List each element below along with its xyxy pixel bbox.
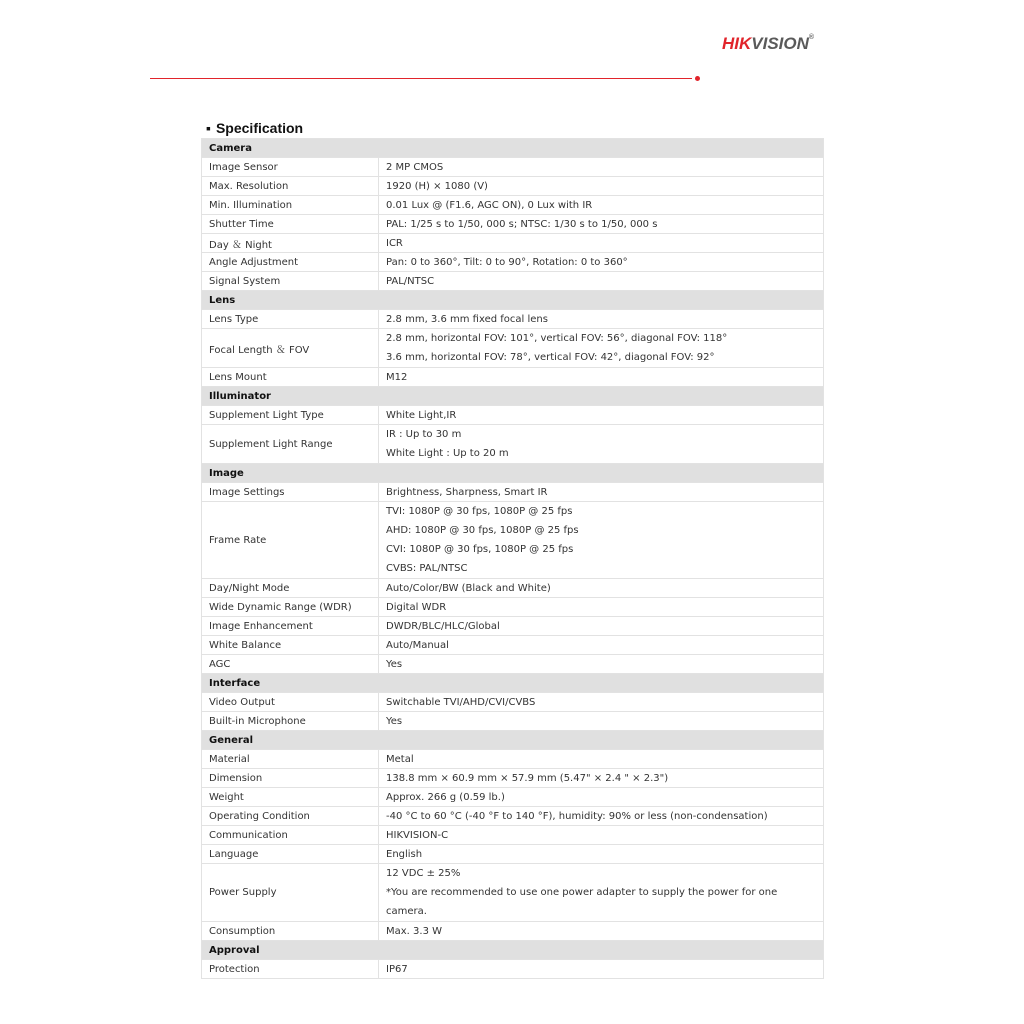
header-divider xyxy=(150,78,692,79)
spec-value: M12 xyxy=(379,368,824,387)
table-row xyxy=(202,329,824,368)
spec-value: Max. 3.3 W xyxy=(379,922,824,941)
spec-value: Yes xyxy=(379,712,824,731)
spec-value: HIKVISION-C xyxy=(379,826,824,845)
table-row xyxy=(202,960,824,979)
table-row xyxy=(202,502,824,579)
spec-label: Image Enhancement xyxy=(202,617,379,636)
spec-value: IP67 xyxy=(379,960,824,979)
spec-label: Video Output xyxy=(202,693,379,712)
spec-value: Approx. 266 g (0.59 lb.) xyxy=(379,788,824,807)
spec-label: Lens Type xyxy=(202,310,379,329)
table-row xyxy=(202,598,824,617)
spec-label: Max. Resolution xyxy=(202,177,379,196)
spec-value: 0.01 Lux @ (F1.6, AGC ON), 0 Lux with IR xyxy=(379,196,824,215)
spec-label: Min. Illumination xyxy=(202,196,379,215)
spec-value: Auto/Manual xyxy=(379,636,824,655)
table-row xyxy=(202,788,824,807)
spec-label: Supplement Light Type xyxy=(202,406,379,425)
spec-label: Communication xyxy=(202,826,379,845)
table-row xyxy=(202,845,824,864)
spec-label: AGC xyxy=(202,655,379,674)
spec-value: DWDR/BLC/HLC/Global xyxy=(379,617,824,636)
spec-label: Supplement Light Range xyxy=(202,425,379,464)
spec-label: Lens Mount xyxy=(202,368,379,387)
table-row xyxy=(202,196,824,215)
spec-value: ICR xyxy=(379,234,824,253)
section-header-camera: Camera xyxy=(202,139,824,158)
spec-value: Auto/Color/BW (Black and White) xyxy=(379,579,824,598)
table-row xyxy=(202,655,824,674)
section-header-general: General xyxy=(202,731,824,750)
spec-label: Power Supply xyxy=(202,864,379,922)
spec-label: Language xyxy=(202,845,379,864)
brand-logo: HIKVISION® xyxy=(722,34,815,53)
spec-value: Brightness, Sharpness, Smart IR xyxy=(379,483,824,502)
table-row xyxy=(202,636,824,655)
table-row xyxy=(202,368,824,387)
table-row xyxy=(202,922,824,941)
spec-label: Dimension xyxy=(202,769,379,788)
table-row xyxy=(202,406,824,425)
spec-value: 2.8 mm, horizontal FOV: 101°, vertical FOV: 56°, diagonal FOV: 118° 3.6 mm, horizontal FOV: 78°, vertical FOV: 42°, diagonal FOV: 92° xyxy=(379,329,824,368)
spec-label: Material xyxy=(202,750,379,769)
spec-label: Consumption xyxy=(202,922,379,941)
spec-value: English xyxy=(379,845,824,864)
spec-value: 1920 (H) × 1080 (V) xyxy=(379,177,824,196)
spec-value: Yes xyxy=(379,655,824,674)
spec-value: 138.8 mm × 60.9 mm × 57.9 mm (5.47" × 2.4 " × 2.3") xyxy=(379,769,824,788)
spec-value: Switchable TVI/AHD/CVI/CVBS xyxy=(379,693,824,712)
spec-value: -40 °C to 60 °C (-40 °F to 140 °F), humidity: 90% or less (non-condensation) xyxy=(379,807,824,826)
spec-label: Wide Dynamic Range (WDR) xyxy=(202,598,379,617)
spec-label: Protection xyxy=(202,960,379,979)
table-row xyxy=(202,750,824,769)
spec-value: Pan: 0 to 360°, Tilt: 0 to 90°, Rotation: 0 to 360° xyxy=(379,253,824,272)
table-row xyxy=(202,177,824,196)
table-row xyxy=(202,234,824,253)
section-header-interface: Interface xyxy=(202,674,824,693)
spec-value: IR : Up to 30 m White Light : Up to 20 m xyxy=(379,425,824,464)
table-row xyxy=(202,769,824,788)
table-row xyxy=(202,693,824,712)
table-row xyxy=(202,483,824,502)
spec-label: Frame Rate xyxy=(202,502,379,579)
spec-value: Metal xyxy=(379,750,824,769)
table-row xyxy=(202,617,824,636)
spec-label: Operating Condition xyxy=(202,807,379,826)
table-row xyxy=(202,272,824,291)
table-row xyxy=(202,579,824,598)
table-row xyxy=(202,253,824,272)
spec-label: Angle Adjustment xyxy=(202,253,379,272)
spec-label: Image Sensor xyxy=(202,158,379,177)
table-row xyxy=(202,215,824,234)
spec-label: Image Settings xyxy=(202,483,379,502)
spec-value: PAL/NTSC xyxy=(379,272,824,291)
specification-table xyxy=(201,138,824,979)
spec-label: White Balance xyxy=(202,636,379,655)
section-header-approval: Approval xyxy=(202,941,824,960)
table-row xyxy=(202,158,824,177)
spec-value: TVI: 1080P @ 30 fps, 1080P @ 25 fps AHD: 1080P @ 30 fps, 1080P @ 25 fps CVI: 1080P @ 30 fps, 1080P @ 25 fps CVBS: PAL/NTSC xyxy=(379,502,824,579)
spec-label: Day ＆ Night xyxy=(202,234,379,253)
header-divider-dot xyxy=(695,76,700,81)
spec-label: Built-in Microphone xyxy=(202,712,379,731)
section-header-illuminator: Illuminator xyxy=(202,387,824,406)
table-row xyxy=(202,425,824,464)
spec-label: Weight xyxy=(202,788,379,807)
spec-value: Digital WDR xyxy=(379,598,824,617)
spec-value: PAL: 1/25 s to 1/50, 000 s; NTSC: 1/30 s to 1/50, 000 s xyxy=(379,215,824,234)
table-row xyxy=(202,826,824,845)
table-row xyxy=(202,310,824,329)
spec-value: 12 VDC ± 25% *You are recommended to use one power adapter to supply the power for one camera. xyxy=(379,864,824,922)
section-header-lens: Lens xyxy=(202,291,824,310)
spec-label: Focal Length ＆ FOV xyxy=(202,329,379,368)
spec-label: Signal System xyxy=(202,272,379,291)
table-row xyxy=(202,712,824,731)
spec-value: White Light,IR xyxy=(379,406,824,425)
table-row xyxy=(202,807,824,826)
page-title: ▪ Specification xyxy=(206,120,304,136)
spec-label: Shutter Time xyxy=(202,215,379,234)
table-row xyxy=(202,864,824,922)
spec-value: 2.8 mm, 3.6 mm fixed focal lens xyxy=(379,310,824,329)
spec-value: 2 MP CMOS xyxy=(379,158,824,177)
spec-label: Day/Night Mode xyxy=(202,579,379,598)
section-header-image: Image xyxy=(202,464,824,483)
